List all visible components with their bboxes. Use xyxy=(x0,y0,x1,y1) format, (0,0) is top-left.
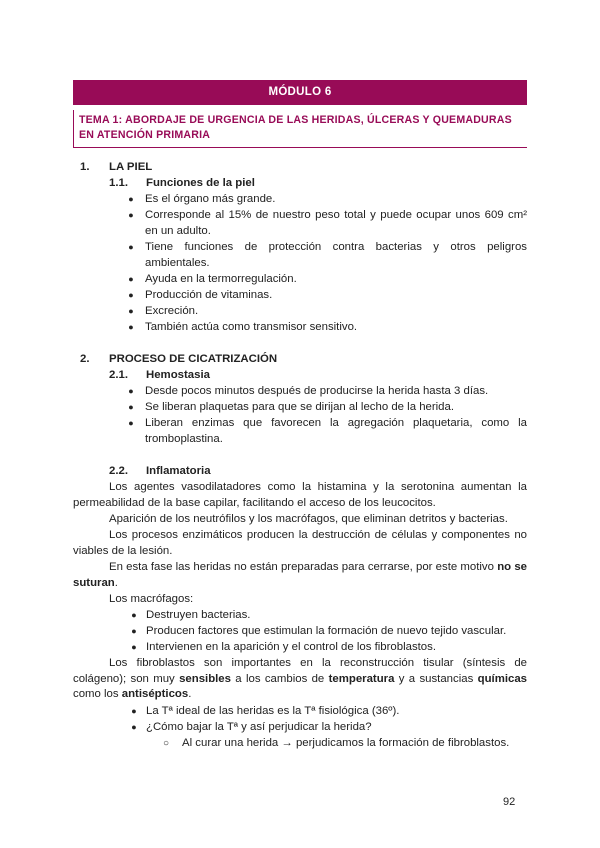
list-item: Es el órgano más grande. xyxy=(145,193,276,205)
paragraph: Los procesos enzimáticos producen la destrucción de células y componentes no viables de la lesión. xyxy=(73,529,527,557)
section-2-1-number: 2.1. xyxy=(109,369,128,381)
list-item: Se liberan plaquetas para que se dirijan al lecho de la herida. xyxy=(145,401,455,413)
list-item: Excreción. xyxy=(145,305,199,317)
bullet-dot: ● xyxy=(128,402,134,412)
section-2-number: 2. xyxy=(80,353,90,365)
list-item: Desde pocos minutos después de producirse la herida hasta 3 días. xyxy=(145,385,489,397)
tema-title: TEMA 1: ABORDAJE DE URGENCIA DE LAS HERIDAS, ÚLCERAS Y QUEMADURAS EN ATENCIÓN PRIMARIA xyxy=(79,114,512,141)
bullet-dot: ● xyxy=(128,242,134,252)
list-item: Producción de vitaminas. xyxy=(145,289,273,301)
paragraph-text: . xyxy=(188,688,192,701)
section-1-1-number: 1.1. xyxy=(109,177,128,189)
sub-bullet-circle: ○ xyxy=(162,738,170,749)
section-1-number: 1. xyxy=(80,161,90,173)
bullet-dot: ● xyxy=(128,210,134,220)
section-2-title: PROCESO DE CICATRIZACIÓN xyxy=(109,353,278,365)
list-item: Intervienen en la aparición y el control de los fibroblastos. xyxy=(146,641,436,653)
paragraph-text: En esta fase las heridas no están preparadas para cerrarse, por este motivo xyxy=(109,561,498,573)
paragraph: Aparición de los neutrófilos y los macrófagos, que eliminan detritos y bacterias. xyxy=(109,513,508,525)
bullet-dot: ● xyxy=(131,626,137,636)
paragraph xyxy=(73,656,527,703)
section-1-title: LA PIEL xyxy=(109,161,153,173)
emphasis: sensibles xyxy=(179,672,231,685)
bullet-dot: ● xyxy=(128,274,134,284)
section-2-2-title: Inflamatoria xyxy=(146,465,211,477)
bullet-dot: ● xyxy=(128,194,134,204)
list-item: Liberan enzimas que favorecen la agregación plaquetaria, como la tromboplastina. xyxy=(145,417,527,445)
paragraph-text: Los fibroblastos son importantes en la reconstrucción tisular (síntesis de colágeno); son muy xyxy=(73,657,527,685)
list-item: Destruyen bacterias. xyxy=(146,609,251,621)
list-item: Producen factores que estimulan la formación de nuevo tejido vascular. xyxy=(146,625,507,637)
paragraph: Los macrófagos: xyxy=(109,593,194,605)
sub-list-item: Al curar una herida → perjudicamos la formación de fibroblastos. xyxy=(182,737,510,749)
paragraph-text: . xyxy=(114,576,118,589)
bullet-dot: ● xyxy=(131,706,137,716)
bullet-dot: ● xyxy=(128,290,134,300)
emphasis: no se suturan xyxy=(73,561,527,589)
page-number: 92 xyxy=(503,796,516,808)
list-item: Tiene funciones de protección contra bacterias y otros peligros ambientales. xyxy=(145,241,527,269)
bullet-dot: ● xyxy=(131,642,137,652)
paragraph-text: como los xyxy=(73,688,122,701)
module-banner: MÓDULO 6 xyxy=(73,80,527,105)
section-1-1-title: Funciones de la piel xyxy=(146,177,255,189)
emphasis: químicas xyxy=(477,672,527,685)
paragraph: Los agentes vasodilatadores como la histamina y la serotonina aumentan la permeabilidad de la base capilar, facilitando el acceso de los leucocitos. xyxy=(73,481,527,509)
paragraph-text: a los cambios de xyxy=(230,672,329,685)
paragraph xyxy=(73,560,527,591)
list-item: Corresponde al 15% de nuestro peso total y puede ocupar unos 609 cm² en un adulto. xyxy=(145,209,527,237)
paragraph-text: y a sustancias xyxy=(394,672,478,685)
bullet-dot: ● xyxy=(128,322,134,332)
bullet-dot: ● xyxy=(128,418,134,428)
section-2-1-title: Hemostasia xyxy=(146,369,210,381)
section-2-2-number: 2.2. xyxy=(109,465,128,477)
list-item: Ayuda en la termorregulación. xyxy=(145,273,297,285)
bullet-dot: ● xyxy=(128,306,134,316)
emphasis: temperatura xyxy=(328,672,395,685)
bullet-dot: ● xyxy=(131,722,137,732)
emphasis: antisépticos xyxy=(121,688,189,701)
tema-box xyxy=(73,110,527,148)
list-item: También actúa como transmisor sensitivo. xyxy=(145,321,358,333)
list-item: La Tª ideal de las heridas es la Tª fisiológica (36º). xyxy=(146,705,400,717)
bullet-dot: ● xyxy=(128,386,134,396)
list-item: ¿Cómo bajar la Tª y así perjudicar la herida? xyxy=(146,721,372,733)
bullet-dot: ● xyxy=(131,610,137,620)
